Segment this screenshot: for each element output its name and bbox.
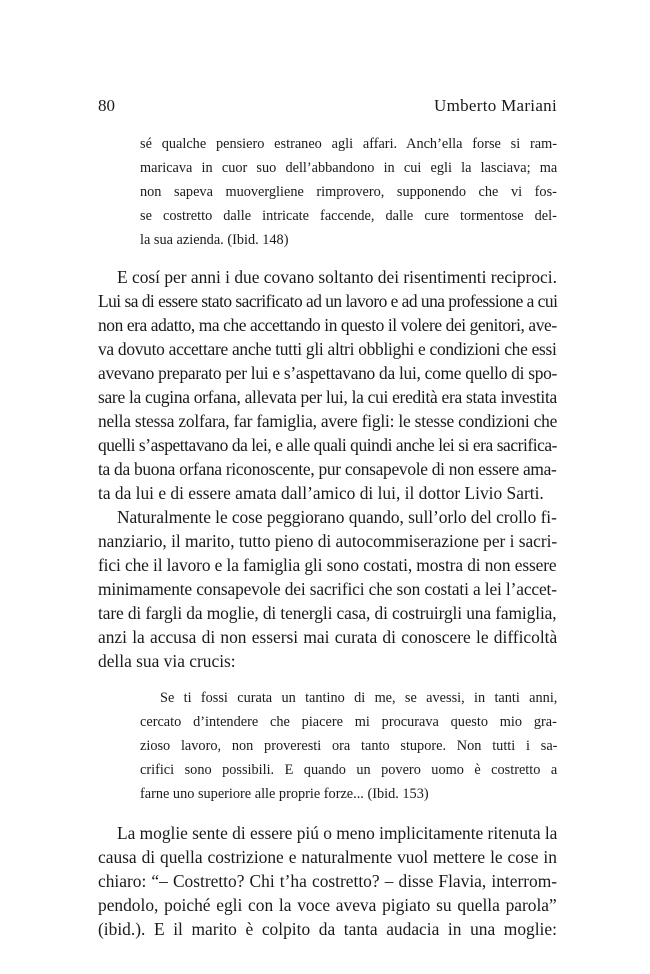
paragraph-line: Lui sa di essere stato sacrificato ad un lavoro e ad una professione a cui — [98, 291, 558, 311]
quote-line: sé qualche pensiero estraneo agli affari. Anch’ella forse si ram- — [140, 136, 557, 152]
paragraph-line: Naturalmente le cose peggiorano quando, sull’orlo del crollo fi- — [117, 507, 557, 527]
paragraph-line: tare di fargli da moglie, di tenergli casa, di costruirgli una famiglia, — [98, 603, 557, 623]
paragraph-line: sare la cugina orfana, allevata per lui, la cui eredità era stata investita — [98, 387, 557, 407]
page-header — [98, 93, 557, 119]
running-head: Umberto Mariani — [434, 96, 557, 115]
paragraph-line: minimamente consapevole dei sacrifici che son costati a lei l’accet- — [98, 579, 557, 599]
quote-line: maricava in cuor suo dell’abbandono in cui egli la lasciava; ma — [140, 160, 558, 176]
paragraph-line: quelli s’aspettavano da lei, e alle quali quindi anche lei si era sacrifica- — [98, 435, 558, 455]
paragraph-line: (ibid.). E il marito è colpito da tanta audacia in una moglie: — [98, 919, 557, 939]
paragraph-line: fici che il lavoro e la famiglia gli sono costati, mostra di non essere — [98, 555, 557, 575]
quote-line: cercato d’intendere che piacere mi procurava questo mio gra- — [140, 714, 557, 730]
paragraph-line: va dovuto accettare anche tutti gli altri obblighi e condizioni che essi — [98, 339, 557, 359]
paragraph-line: ta da buona orfana riconoscente, pur consapevole di non essere ama- — [98, 459, 557, 479]
paragraph-line: anzi la accusa di non essersi mai curata di conoscere le difficoltà — [98, 627, 558, 647]
paragraph-line: della sua via crucis: — [98, 651, 236, 671]
quote-line: zioso lavoro, non proveresti ora tanto stupore. Non tutti i sa- — [140, 738, 558, 754]
paragraph-line: non era adatto, ma che accettando in questo il volere dei genitori, ave- — [98, 315, 557, 335]
paragraph-line: chiaro: “– Costretto? Chi t’ha costretto? – disse Flavia, interrom- — [98, 871, 558, 891]
quote-line: crifici sono possibili. E quando un povero uomo è costretto a — [140, 762, 558, 778]
page-number: 80 — [98, 96, 115, 115]
paragraph-line: ta da lui e di essere amata dall’amico di lui, il dottor Livio Sarti. — [98, 483, 544, 503]
paragraph-line: nella stessa zolfara, far famiglia, avere figli: le stesse condizioni che — [98, 411, 558, 431]
paragraph-line: pendolo, poiché egli con la voce aveva pigiato su quella parola” — [98, 895, 557, 915]
paragraph-line: avevano preparato per lui e s’aspettavano da lui, come quello di spo- — [98, 363, 558, 383]
paragraph-line: causa di quella costrizione e naturalmente vuol mettere le cose in — [98, 847, 557, 867]
quote-line: la sua azienda. (Ibid. 148) — [140, 232, 289, 248]
paragraph-line: E cosí per anni i due covano soltanto dei risentimenti reciproci. — [117, 267, 557, 287]
quote-line: non sapeva muovergliene rimprovero, supponendo che vi fos- — [140, 184, 557, 200]
paragraph-line: La moglie sente di essere piú o meno implicitamente ritenuta la — [117, 823, 558, 843]
quote-line: se costretto dalle intricate faccende, dalle cure tormentose del- — [140, 208, 557, 224]
quote-line: farne uno superiore alle proprie forze... (Ibid. 153) — [140, 786, 429, 802]
paragraph-line: nanziario, il marito, tutto pieno di autocommiserazione per i sacri- — [98, 531, 558, 551]
quote-line: Se ti fossi curata un tantino di me, se avessi, in tanti anni, — [160, 690, 558, 706]
